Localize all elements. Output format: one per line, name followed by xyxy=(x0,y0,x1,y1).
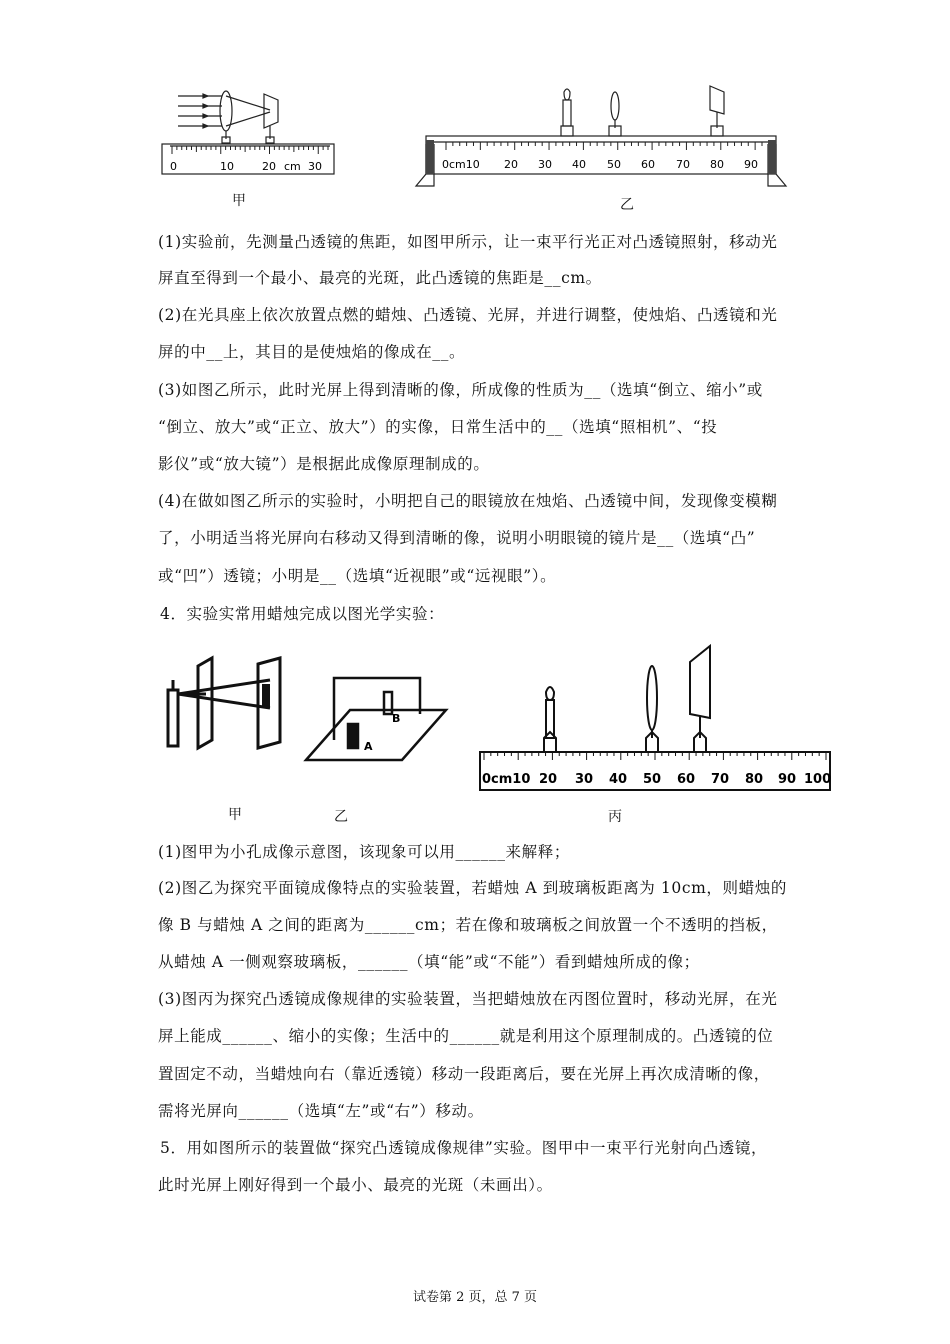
tick-label: 20 xyxy=(262,160,276,173)
tick-label: 50 xyxy=(607,158,621,171)
tick-label: 60 xyxy=(641,158,655,171)
question-heading: 4．实验实常用蜡烛完成以图光学实验： xyxy=(160,605,445,623)
text-line: 或“凹”）透镜；小明是__（选填“近视眼”或“远视眼”）。 xyxy=(158,567,557,585)
text-line: (1)图甲为小孔成像示意图，该现象可以用______来解释； xyxy=(158,843,570,861)
text-line: (3)图丙为探究凸透镜成像规律的实验装置，当把蜡烛放在丙图位置时，移动光屏，在光 xyxy=(158,990,778,1008)
tick-label: 40 xyxy=(609,772,628,787)
tick-label: 50 xyxy=(643,772,662,787)
text-line: (2)在光具座上依次放置点燃的蜡烛、凸透镜、光屏，并进行调整，使烛焰、凸透镜和光 xyxy=(158,306,778,324)
figure-caption: 甲 xyxy=(232,193,246,209)
figure-focal-length xyxy=(160,84,340,184)
tick-label: 90 xyxy=(778,772,797,787)
tick-label: 40 xyxy=(572,158,586,171)
figure-pinhole xyxy=(162,650,292,760)
figure-caption: 丙 xyxy=(608,809,622,825)
figure-label: A xyxy=(364,740,373,753)
tick-label: 10 xyxy=(220,160,234,173)
text-line: (2)图乙为探究平面镜成像特点的实验装置，若蜡烛 A 到玻璃板距离为 10cm，则蜡烛的 xyxy=(158,879,787,897)
text-line: 了，小明适当将光屏向右移动又得到清晰的像，说明小明眼镜的镜片是__（选填“凸” xyxy=(158,529,756,547)
tick-label: 20 xyxy=(504,158,518,171)
tick-label: 0cm10 xyxy=(442,158,480,171)
text-line: 屏的中__上，其目的是使烛焰的像成在__。 xyxy=(158,343,466,361)
figure-caption: 甲 xyxy=(228,807,242,823)
text-line: 影仪”或“放大镜”）是根据此成像原理制成的。 xyxy=(158,455,490,473)
text-line: 屏上能成______、缩小的实像；生活中的______就是利用这个原理制成的。凸透镜的位 xyxy=(158,1027,774,1045)
tick-label: 80 xyxy=(745,772,764,787)
tick-label: 20 xyxy=(539,772,558,787)
text-line: 此时光屏上刚好得到一个最小、最亮的光斑（未画出）。 xyxy=(158,1176,553,1194)
tick-label: 80 xyxy=(710,158,724,171)
tick-label: 30 xyxy=(538,158,552,171)
text-line: “倒立、放大”或“正立、放大”）的实像，日常生活中的__（选填“照相机”、“投 xyxy=(158,418,718,436)
tick-label: 70 xyxy=(676,158,690,171)
text-line: (4)在做如图乙所示的实验时，小明把自己的眼镜放在烛焰、凸透镜中间，发现像变模糊 xyxy=(158,492,778,510)
figure-caption: 乙 xyxy=(334,809,348,825)
tick-label: 60 xyxy=(677,772,696,787)
figure-optical-bench xyxy=(412,84,790,194)
text-line: 从蜡烛 A 一侧观察玻璃板，______（填“能”或“不能”）看到蜡烛所成的像； xyxy=(158,953,700,971)
tick-label: 30 xyxy=(308,160,322,173)
question-heading: 5．用如图所示的装置做“探究凸透镜成像规律”实验。图甲中一束平行光射向凸透镜， xyxy=(160,1139,768,1157)
text-line: 需将光屏向______（选填“左”或“右”）移动。 xyxy=(158,1102,484,1120)
tick-label: 90 xyxy=(744,158,758,171)
page-footer: 试卷第 2 页，总 7 页 xyxy=(412,1290,538,1305)
text-line: (1)实验前，先测量凸透镜的焦距，如图甲所示，让一束平行光正对凸透镜照射，移动光 xyxy=(158,233,778,251)
tick-label: cm xyxy=(284,160,301,173)
tick-label: 30 xyxy=(575,772,594,787)
tick-label: 70 xyxy=(711,772,730,787)
figure-optical-bench-2 xyxy=(476,638,834,796)
tick-label: 0cm10 xyxy=(482,772,531,787)
text-line: 像 B 与蜡烛 A 之间的距离为______cm；若在像和玻璃板之间放置一个不透明的挡板， xyxy=(158,916,778,934)
tick-label: 0 xyxy=(170,160,177,173)
figure-plane-mirror xyxy=(300,664,450,774)
text-line: 屏直至得到一个最小、最亮的光斑，此凸透镜的焦距是__cm。 xyxy=(158,269,602,287)
figure-label: B xyxy=(392,712,401,725)
text-line: (3)如图乙所示，此时光屏上得到清晰的像，所成像的性质为__（选填“倒立、缩小”或 xyxy=(158,381,763,399)
figure-caption: 乙 xyxy=(620,197,634,213)
text-line: 置固定不动，当蜡烛向右（靠近透镜）移动一段距离后，要在光屏上再次成清晰的像， xyxy=(158,1065,770,1083)
tick-label: 100 xyxy=(804,772,832,787)
